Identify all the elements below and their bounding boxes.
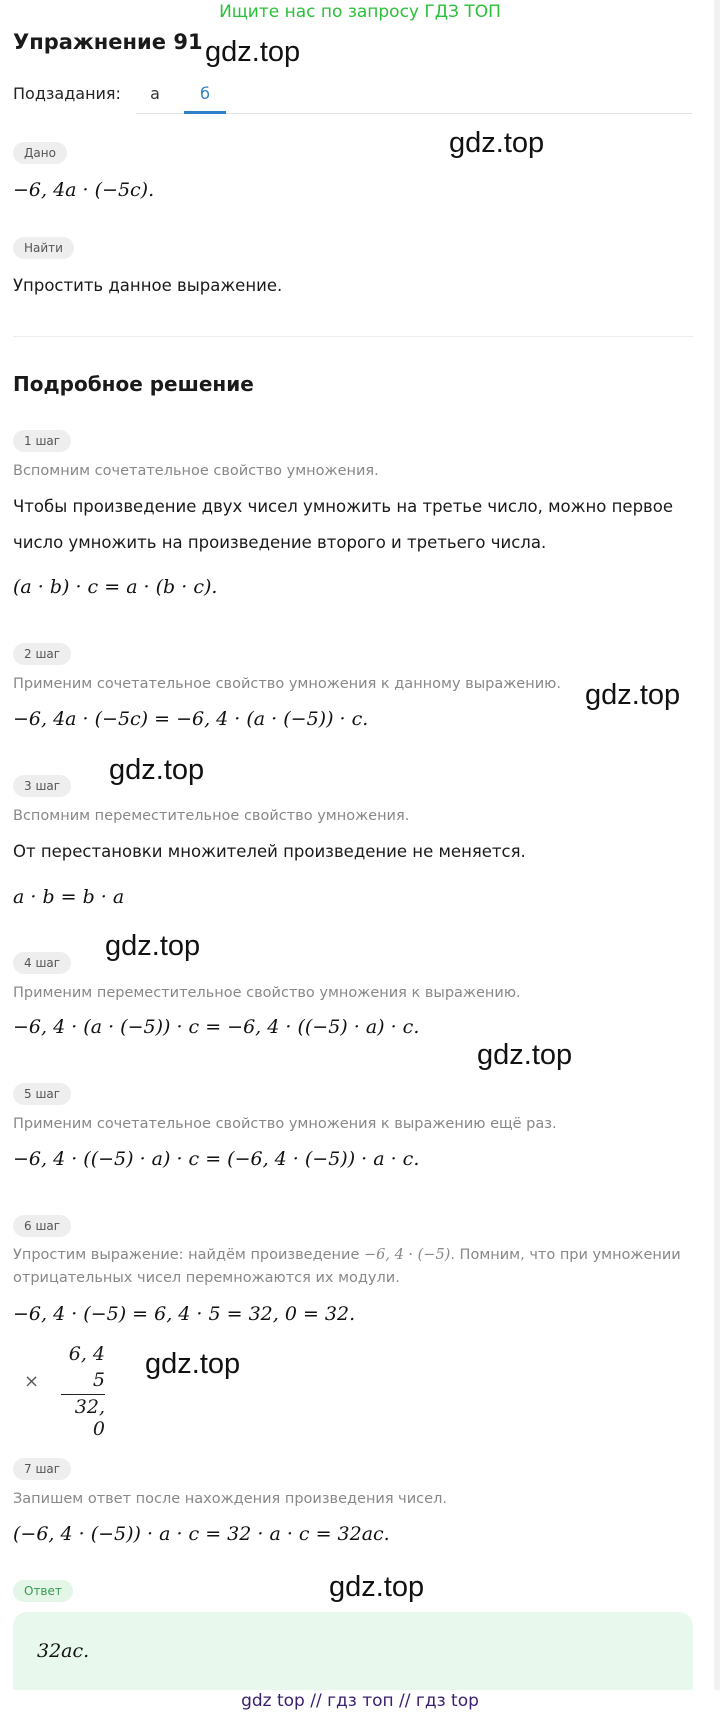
step-math: −6, 4 · (−5) = 6, 4 · 5 = 32, 0 = 32.: [13, 1303, 356, 1325]
solution-title: Подробное решение: [13, 372, 254, 396]
watermark: gdz.top: [205, 36, 301, 68]
step-text: От перестановки множителей произведение не меняется.: [13, 842, 526, 861]
tab-subtask-b[interactable]: б: [200, 84, 210, 103]
search-banner[interactable]: Ищите нас по запросу ГДЗ ТОП: [219, 2, 501, 22]
step-note: Запишем ответ после нахождения произведения чисел.: [13, 1491, 447, 1507]
watermark: gdz.top: [109, 754, 205, 786]
step-note-math: −6, 4 · (−5): [364, 1247, 451, 1263]
step-note: [13, 1247, 681, 1263]
step-math: −6, 4 · ((−5) · a) · c = (−6, 4 · (−5)) · a · c.: [13, 1148, 420, 1170]
multiply-sign: ×: [24, 1371, 40, 1392]
given-chip: Дано: [13, 142, 67, 164]
step-text: Чтобы произведение двух чисел умножить на третье число, можно первое: [13, 497, 674, 516]
footer-links[interactable]: gdz top // гдз топ // гдз top: [0, 1690, 720, 1712]
step-math: −6, 4a · (−5c) = −6, 4 · (a · (−5)) · c.: [13, 708, 369, 730]
step-note: Применим сочетательное свойство умножения к данному выражению.: [13, 676, 561, 692]
find-chip: Найти: [13, 237, 74, 259]
step-chip: 5 шаг: [13, 1083, 71, 1105]
watermark: gdz.top: [449, 127, 545, 159]
step-chip: 7 шаг: [13, 1458, 71, 1480]
step-note: отрицательных чисел перемножаются их модули.: [13, 1270, 400, 1286]
step-note: Вспомним переместительное свойство умножения.: [13, 808, 410, 824]
column-middle: 5: [92, 1369, 105, 1391]
step-math: (a · b) · c = a · (b · c).: [13, 576, 218, 598]
watermark: gdz.top: [329, 1571, 425, 1603]
step-note: Применим переместительное свойство умножения к выражению.: [13, 985, 521, 1001]
step-chip: 6 шаг: [13, 1215, 71, 1237]
watermark: gdz.top: [477, 1039, 573, 1071]
step-math: a · b = b · a: [13, 886, 125, 908]
step-chip: 3 шаг: [13, 775, 71, 797]
step-note-text: . Помним, что при умножении: [450, 1247, 681, 1263]
watermark: gdz.top: [145, 1348, 241, 1380]
column-line: [61, 1394, 105, 1395]
column-top: 6, 4: [68, 1343, 105, 1365]
step-math: (−6, 4 · (−5)) · a · c = 32 · a · c = 32ac.: [13, 1523, 390, 1545]
scrollbar[interactable]: [714, 0, 720, 1712]
step-chip: 1 шаг: [13, 430, 71, 452]
step-chip: 4 шаг: [13, 952, 71, 974]
section-divider: [13, 336, 693, 337]
active-tab-indicator: [184, 111, 226, 114]
tab-subtask-a[interactable]: а: [150, 84, 160, 103]
watermark: gdz.top: [585, 679, 681, 711]
page-title: Упражнение 91: [13, 30, 203, 54]
step-chip: 2 шаг: [13, 643, 71, 665]
watermark: gdz.top: [105, 930, 201, 962]
step-note-text: Упростим выражение: найдём произведение: [13, 1247, 364, 1263]
find-text: Упростить данное выражение.: [13, 276, 283, 295]
given-expression: −6, 4a · (−5c).: [13, 179, 155, 201]
step-math: −6, 4 · (a · (−5)) · c = −6, 4 · ((−5) · a) · c.: [13, 1016, 420, 1038]
step-note: Вспомним сочетательное свойство умножения.: [13, 463, 379, 479]
answer-value: 32ac.: [37, 1640, 90, 1662]
step-text: число умножить на произведение второго и третьего числа.: [13, 533, 547, 552]
subtasks-label: Подзадания:: [13, 84, 121, 103]
column-result: 32, 0: [74, 1396, 105, 1440]
step-note: Применим сочетательное свойство умножения к выражению ещё раз.: [13, 1116, 557, 1132]
answer-chip: Ответ: [13, 1580, 73, 1602]
